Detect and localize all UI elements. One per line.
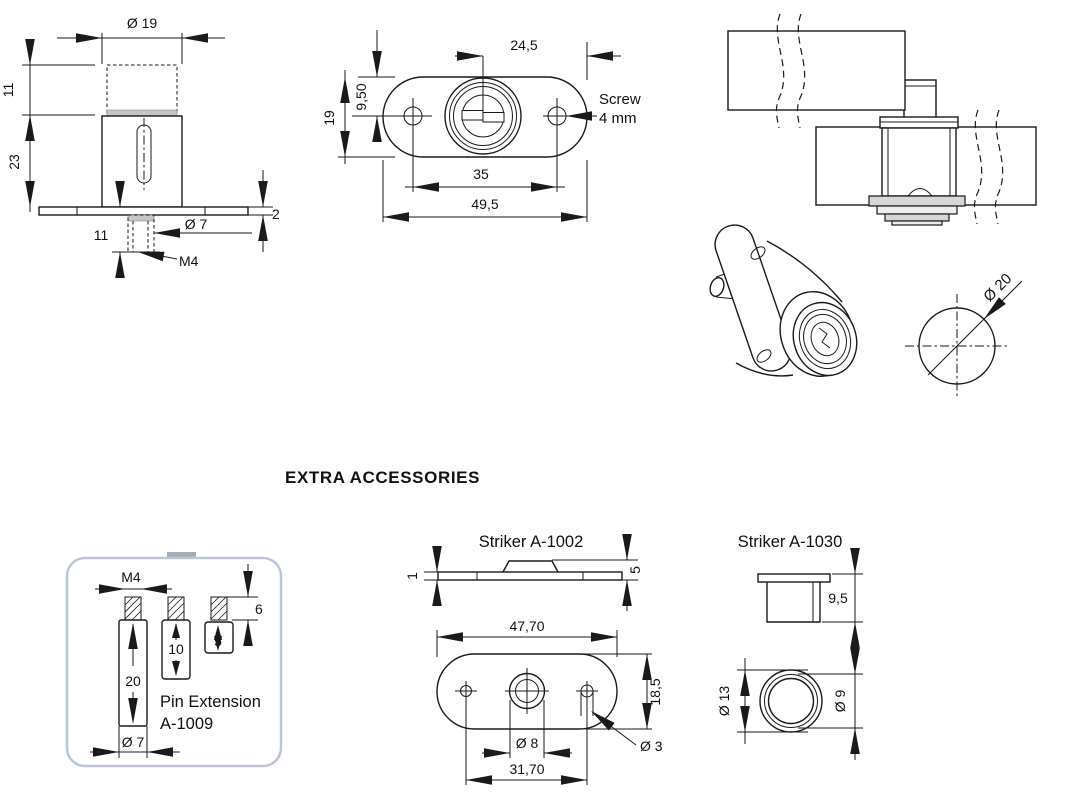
dim-label-thread: M4 bbox=[121, 569, 141, 585]
dim-label-plug-height: 11 bbox=[0, 82, 16, 98]
striker-outer-circle bbox=[760, 670, 822, 732]
keyway bbox=[462, 111, 483, 121]
lock-3d-view bbox=[708, 220, 866, 387]
arrowhead bbox=[740, 670, 750, 696]
arrowhead bbox=[466, 775, 492, 785]
striker-a1002-title: Striker A-1002 bbox=[478, 533, 584, 551]
dim-label-boss-height: 5 bbox=[627, 566, 643, 574]
dim-label-plate-height: 18,5 bbox=[647, 678, 663, 706]
dim-label-pin-diameter: Ø 7 bbox=[184, 216, 208, 232]
arrowhead bbox=[25, 39, 35, 65]
arrowhead bbox=[531, 182, 557, 192]
dim-label-pin-thread: M4 bbox=[179, 253, 199, 269]
lock-plate-front-view bbox=[321, 30, 641, 222]
leader-line bbox=[928, 281, 1022, 375]
upper-panel bbox=[728, 31, 905, 110]
screw-note-line1: Screw bbox=[599, 91, 641, 108]
lock-ring-step bbox=[892, 221, 942, 225]
screw-note-line2: 4 mm bbox=[599, 110, 637, 127]
arrowhead bbox=[591, 632, 617, 642]
plug-shade bbox=[107, 110, 177, 116]
lock-ring-step bbox=[877, 206, 957, 214]
dim-label-inner-diameter: Ø 9 bbox=[832, 689, 848, 713]
dim-label-flange-thickness: 2 bbox=[272, 206, 280, 222]
flange-outline bbox=[39, 207, 248, 215]
arrowhead bbox=[740, 706, 750, 732]
dim-label-hole-spacing: 31,70 bbox=[509, 761, 545, 777]
dim-label-thread-length: 6 bbox=[255, 601, 263, 617]
arrowhead bbox=[587, 51, 613, 61]
pin-shade bbox=[128, 215, 154, 221]
pin-extension-code: A-1009 bbox=[160, 715, 214, 733]
lock-bottom-flange bbox=[869, 196, 965, 206]
striker-a1030-view bbox=[716, 533, 863, 760]
arrowhead bbox=[544, 748, 570, 758]
striker-a1002-view bbox=[404, 533, 663, 785]
arrowhead bbox=[372, 51, 382, 77]
arrowhead bbox=[25, 181, 35, 207]
arrowhead bbox=[622, 580, 632, 606]
arrowhead bbox=[850, 648, 860, 674]
arrowhead bbox=[850, 728, 860, 754]
dim-label-plate-width: 49,5 bbox=[471, 196, 499, 212]
lock-housing bbox=[882, 128, 956, 196]
dim-label-short-pin: 5 bbox=[214, 633, 222, 649]
arrowhead bbox=[383, 212, 409, 222]
dim-label-medium-pin: 10 bbox=[168, 641, 184, 657]
arrowhead bbox=[432, 580, 442, 606]
arrowhead bbox=[432, 546, 442, 572]
keyway bbox=[483, 113, 504, 123]
striker-plate-side bbox=[438, 572, 622, 580]
dim-label-top-diameter: Ø 19 bbox=[126, 15, 158, 31]
arrowhead bbox=[154, 228, 180, 238]
arrowhead bbox=[561, 775, 587, 785]
section-heading: EXTRA ACCESSORIES bbox=[285, 468, 481, 487]
dim-label-screw-hole: Ø 3 bbox=[640, 738, 663, 754]
dim-label-long-pin: 20 bbox=[125, 673, 141, 689]
dim-label-outer-diameter: Ø 13 bbox=[716, 685, 732, 717]
plug-outline bbox=[107, 65, 177, 115]
dim-label-pin-length: 11 bbox=[93, 227, 109, 243]
striker-boss-side bbox=[503, 561, 558, 572]
arrowhead bbox=[25, 115, 35, 141]
dim-label-pin-diameter: Ø 7 bbox=[121, 734, 145, 750]
dim-label-hole-diameter: Ø 20 bbox=[980, 270, 1016, 306]
arrowhead bbox=[850, 548, 860, 574]
arrowhead bbox=[258, 181, 268, 207]
arrowhead bbox=[622, 534, 632, 560]
arrowhead bbox=[457, 51, 483, 61]
arrowhead bbox=[437, 632, 463, 642]
arrowhead bbox=[115, 252, 125, 278]
dim-label-plate-width: 47,70 bbox=[509, 618, 545, 634]
dim-label-plate-height: 19 bbox=[321, 110, 337, 126]
arrowhead bbox=[642, 703, 652, 729]
arrowhead bbox=[561, 212, 587, 222]
striker-a1030-title: Striker A-1030 bbox=[737, 533, 843, 551]
pin-extension-box bbox=[67, 552, 281, 766]
drill-hole-view bbox=[905, 270, 1022, 398]
arrowhead bbox=[642, 654, 652, 680]
arrowhead bbox=[340, 77, 350, 103]
arrowhead bbox=[413, 182, 439, 192]
dim-label-plate-thickness: 1 bbox=[404, 572, 420, 580]
lock-body-outline bbox=[102, 116, 182, 207]
arrowhead bbox=[340, 131, 350, 157]
arrowhead bbox=[258, 215, 268, 241]
lock-ring-step bbox=[885, 214, 949, 221]
dim-label-top-to-center: 9,50 bbox=[353, 83, 369, 111]
pin-3d bbox=[708, 276, 726, 298]
arrowhead bbox=[484, 748, 510, 758]
dim-label-depth: 9,5 bbox=[828, 590, 848, 606]
installed-section-view bbox=[728, 14, 1036, 225]
dim-label-center-to-edge: 24,5 bbox=[510, 37, 538, 53]
pin-extension-label: Pin Extension bbox=[160, 693, 261, 711]
striker-cup-side bbox=[767, 582, 820, 622]
arrowhead bbox=[372, 116, 382, 142]
arrowhead bbox=[850, 622, 860, 648]
striker-flange-side bbox=[758, 574, 830, 582]
arrowhead bbox=[76, 33, 102, 43]
dim-label-body-height: 23 bbox=[6, 154, 22, 170]
striker-middle-circle bbox=[765, 675, 818, 728]
arrowhead bbox=[182, 33, 208, 43]
lock-side-view bbox=[0, 15, 280, 278]
arrowhead bbox=[137, 247, 164, 261]
dim-label-center-hole: Ø 8 bbox=[515, 735, 539, 751]
dim-label-hole-spacing: 35 bbox=[473, 166, 489, 182]
striker-inner-circle bbox=[769, 679, 814, 724]
